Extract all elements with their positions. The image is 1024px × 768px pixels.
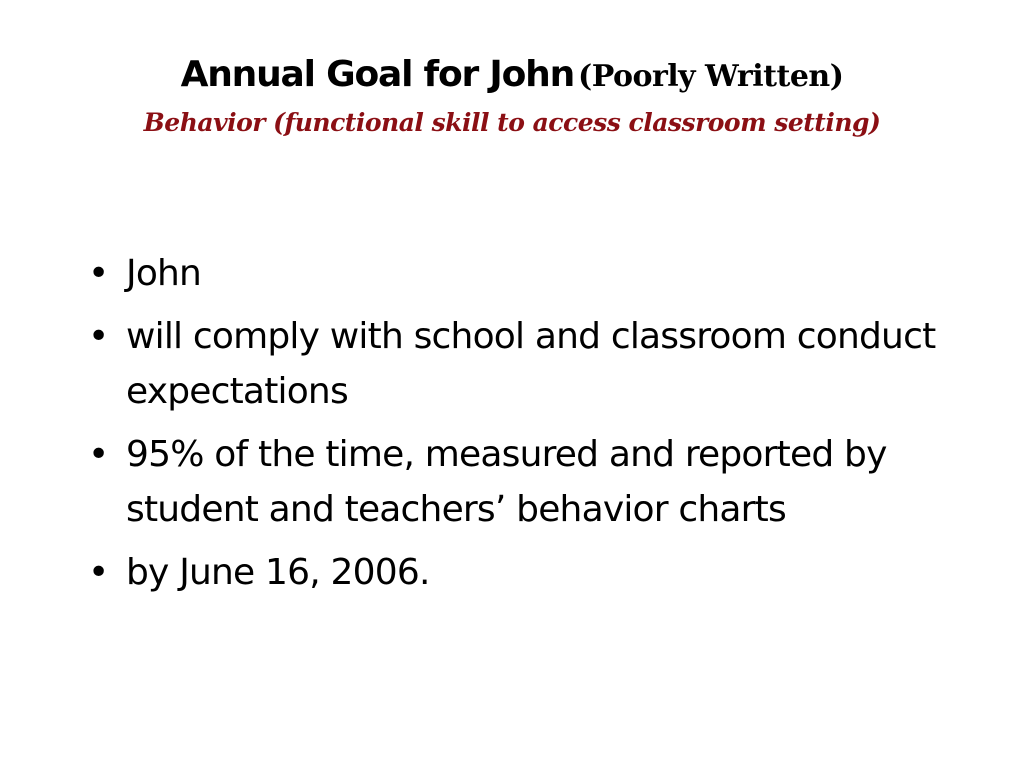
slide-title — [0, 52, 1024, 105]
bullet-dot-icon: • — [88, 552, 109, 593]
bullet-item — [88, 309, 968, 419]
bullet-dot-icon: • — [88, 434, 109, 475]
title-block — [0, 52, 1024, 141]
bullet-list — [88, 246, 968, 608]
title-qualifier: (Poorly Written) — [578, 59, 844, 94]
bullet-dot-icon: • — [88, 316, 109, 357]
bullet-text: John — [126, 253, 202, 294]
title-main: Annual Goal for John — [180, 54, 575, 95]
bullet-item — [88, 427, 968, 537]
bullet-item — [88, 545, 968, 600]
bullet-item — [88, 246, 968, 301]
slide-subtitle: Behavior (functional skill to access classroom setting) — [143, 108, 881, 137]
bullet-text: 95% of the time, measured and reported by student and teachers’ behavior charts — [126, 434, 887, 530]
bullet-text: by June 16, 2006. — [126, 552, 430, 593]
bullet-dot-icon: • — [88, 253, 109, 294]
bullet-text: will comply with school and classroom conduct expectations — [126, 316, 936, 412]
